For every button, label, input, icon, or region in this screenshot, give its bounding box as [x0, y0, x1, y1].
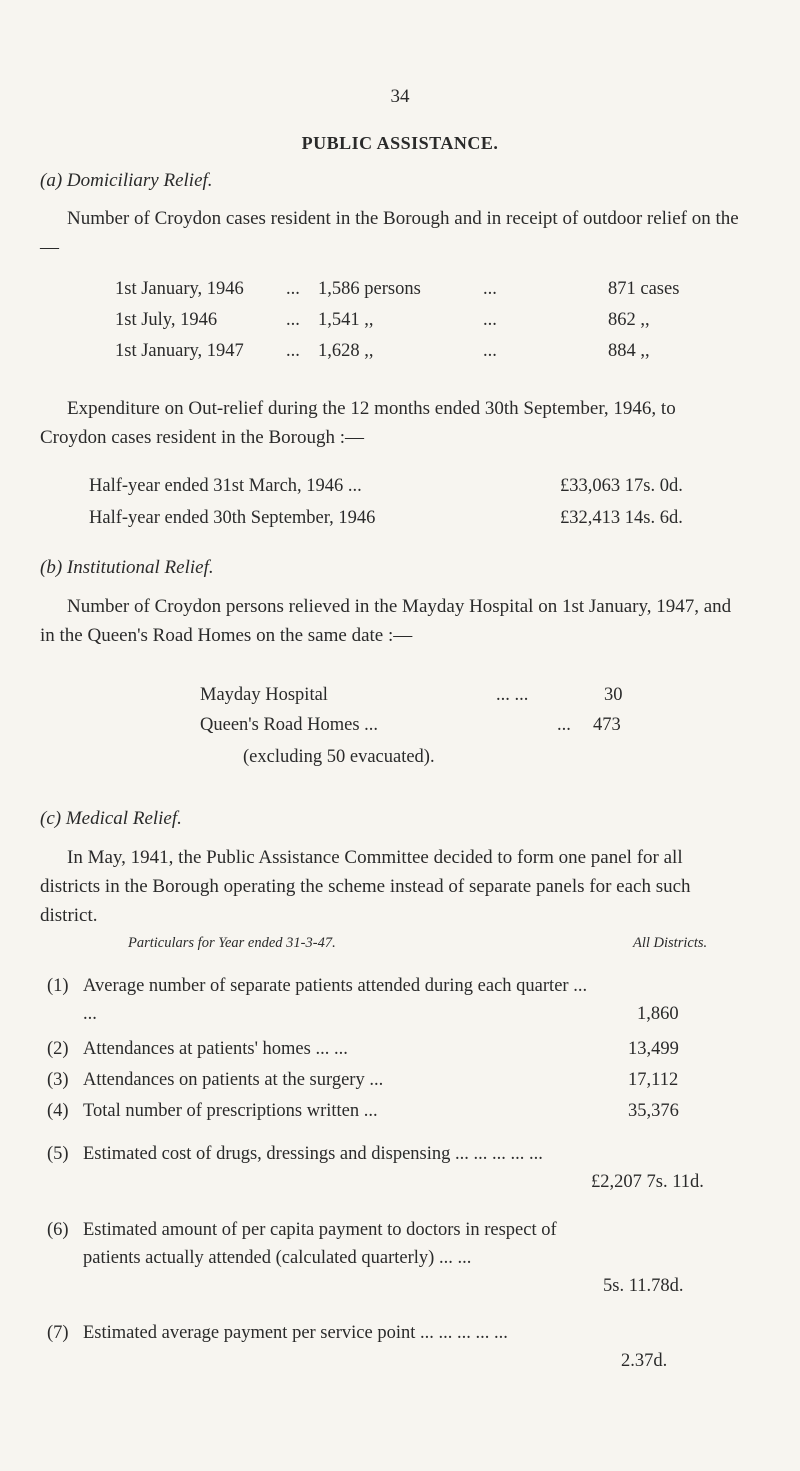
item-number: (3): [47, 1070, 69, 1090]
item-number: (1): [47, 976, 69, 996]
outdoor-relief-cases: 884 ,,: [608, 341, 650, 361]
item-value: 35,376: [628, 1101, 679, 1121]
expenditure-label: Half-year ended 31st March, 1946 ...: [89, 476, 362, 496]
column-header-particulars: Particulars for Year ended 31-3-47.: [128, 935, 336, 951]
dots: ... ...: [496, 685, 529, 705]
dots: ...: [483, 279, 497, 299]
item-number: (5): [47, 1144, 69, 1164]
item-number: (7): [47, 1323, 69, 1343]
institution-label: Queen's Road Homes ...: [200, 715, 379, 735]
item-value: 13,499: [628, 1039, 679, 1059]
item-value: 2.37d.: [621, 1351, 668, 1371]
outdoor-relief-persons: 1,628 ,,: [318, 341, 374, 361]
institution-note: (excluding 50 evacuated).: [243, 747, 435, 767]
dots: ...: [286, 341, 300, 361]
dots: ...: [557, 715, 571, 735]
expenditure-amount: £33,063 17s. 0d.: [560, 476, 683, 496]
outdoor-relief-date: 1st July, 1946: [115, 310, 218, 330]
item-number: (2): [47, 1039, 69, 1059]
institution-label: Mayday Hospital: [200, 685, 328, 705]
section-b-heading: (b) Institutional Relief.: [40, 557, 214, 578]
outdoor-relief-date: 1st January, 1946: [115, 279, 244, 299]
section-a-intro: Number of Croydon cases resident in the Borough and in receipt of outdoor relief on the—: [40, 208, 739, 258]
expenditure-amount: £32,413 14s. 6d.: [560, 508, 683, 528]
item-text: Average number of separate patients attended during each quarter ... ...: [83, 976, 588, 1024]
outdoor-relief-cases: 862 ,,: [608, 310, 650, 330]
section-c-heading: (c) Medical Relief.: [40, 808, 182, 829]
item-text: Attendances at patients' homes ... ...: [83, 1039, 348, 1059]
outdoor-relief-persons: 1,586 persons: [318, 279, 421, 299]
item-text: Attendances on patients at the surgery ...: [83, 1070, 384, 1090]
page-title: PUBLIC ASSISTANCE.: [301, 133, 499, 153]
item-value: 1,860: [637, 1004, 679, 1024]
item-number: (6): [47, 1220, 69, 1240]
outdoor-relief-persons: 1,541 ,,: [318, 310, 374, 330]
section-c-intro: In May, 1941, the Public Assistance Committee decided to form one panel for all districts in the Borough operating the scheme instead of separate panels for each such district.: [40, 847, 691, 926]
outdoor-relief-date: 1st January, 1947: [115, 341, 244, 361]
item-text: Estimated average payment per service point ... ... ... ... ...: [83, 1323, 508, 1343]
dots: ...: [286, 310, 300, 330]
expenditure-intro: Expenditure on Out-relief during the 12 months ended 30th September, 1946, to Croydon cases resident in the Borough :—: [40, 398, 676, 448]
expenditure-label: Half-year ended 30th September, 1946: [89, 508, 376, 528]
item-text: Estimated amount of per capita payment to doctors in respect of patients actually attended (calculated quarterly) ... ...: [83, 1220, 557, 1268]
item-text: Estimated cost of drugs, dressings and dispensing ... ... ... ... ...: [83, 1144, 543, 1164]
item-number: (4): [47, 1101, 69, 1121]
item-text: Total number of prescriptions written ...: [83, 1101, 378, 1121]
section-b-intro: Number of Croydon persons relieved in the Mayday Hospital on 1st January, 1947, and in the Queen's Road Homes on the same date :—: [40, 596, 732, 646]
institution-value: 473: [593, 715, 621, 735]
item-value: 5s. 11.78d.: [603, 1276, 684, 1296]
institution-value: 30: [604, 685, 623, 705]
page-number: 34: [390, 86, 410, 107]
outdoor-relief-cases: 871 cases: [608, 279, 680, 299]
column-header-districts: All Districts.: [633, 935, 708, 951]
item-value: £2,207 7s. 11d.: [591, 1172, 704, 1192]
dots: ...: [483, 341, 497, 361]
item-value: 17,112: [628, 1070, 679, 1090]
dots: ...: [286, 279, 300, 299]
section-a-heading: (a) Domiciliary Relief.: [40, 170, 213, 191]
dots: ...: [483, 310, 497, 330]
